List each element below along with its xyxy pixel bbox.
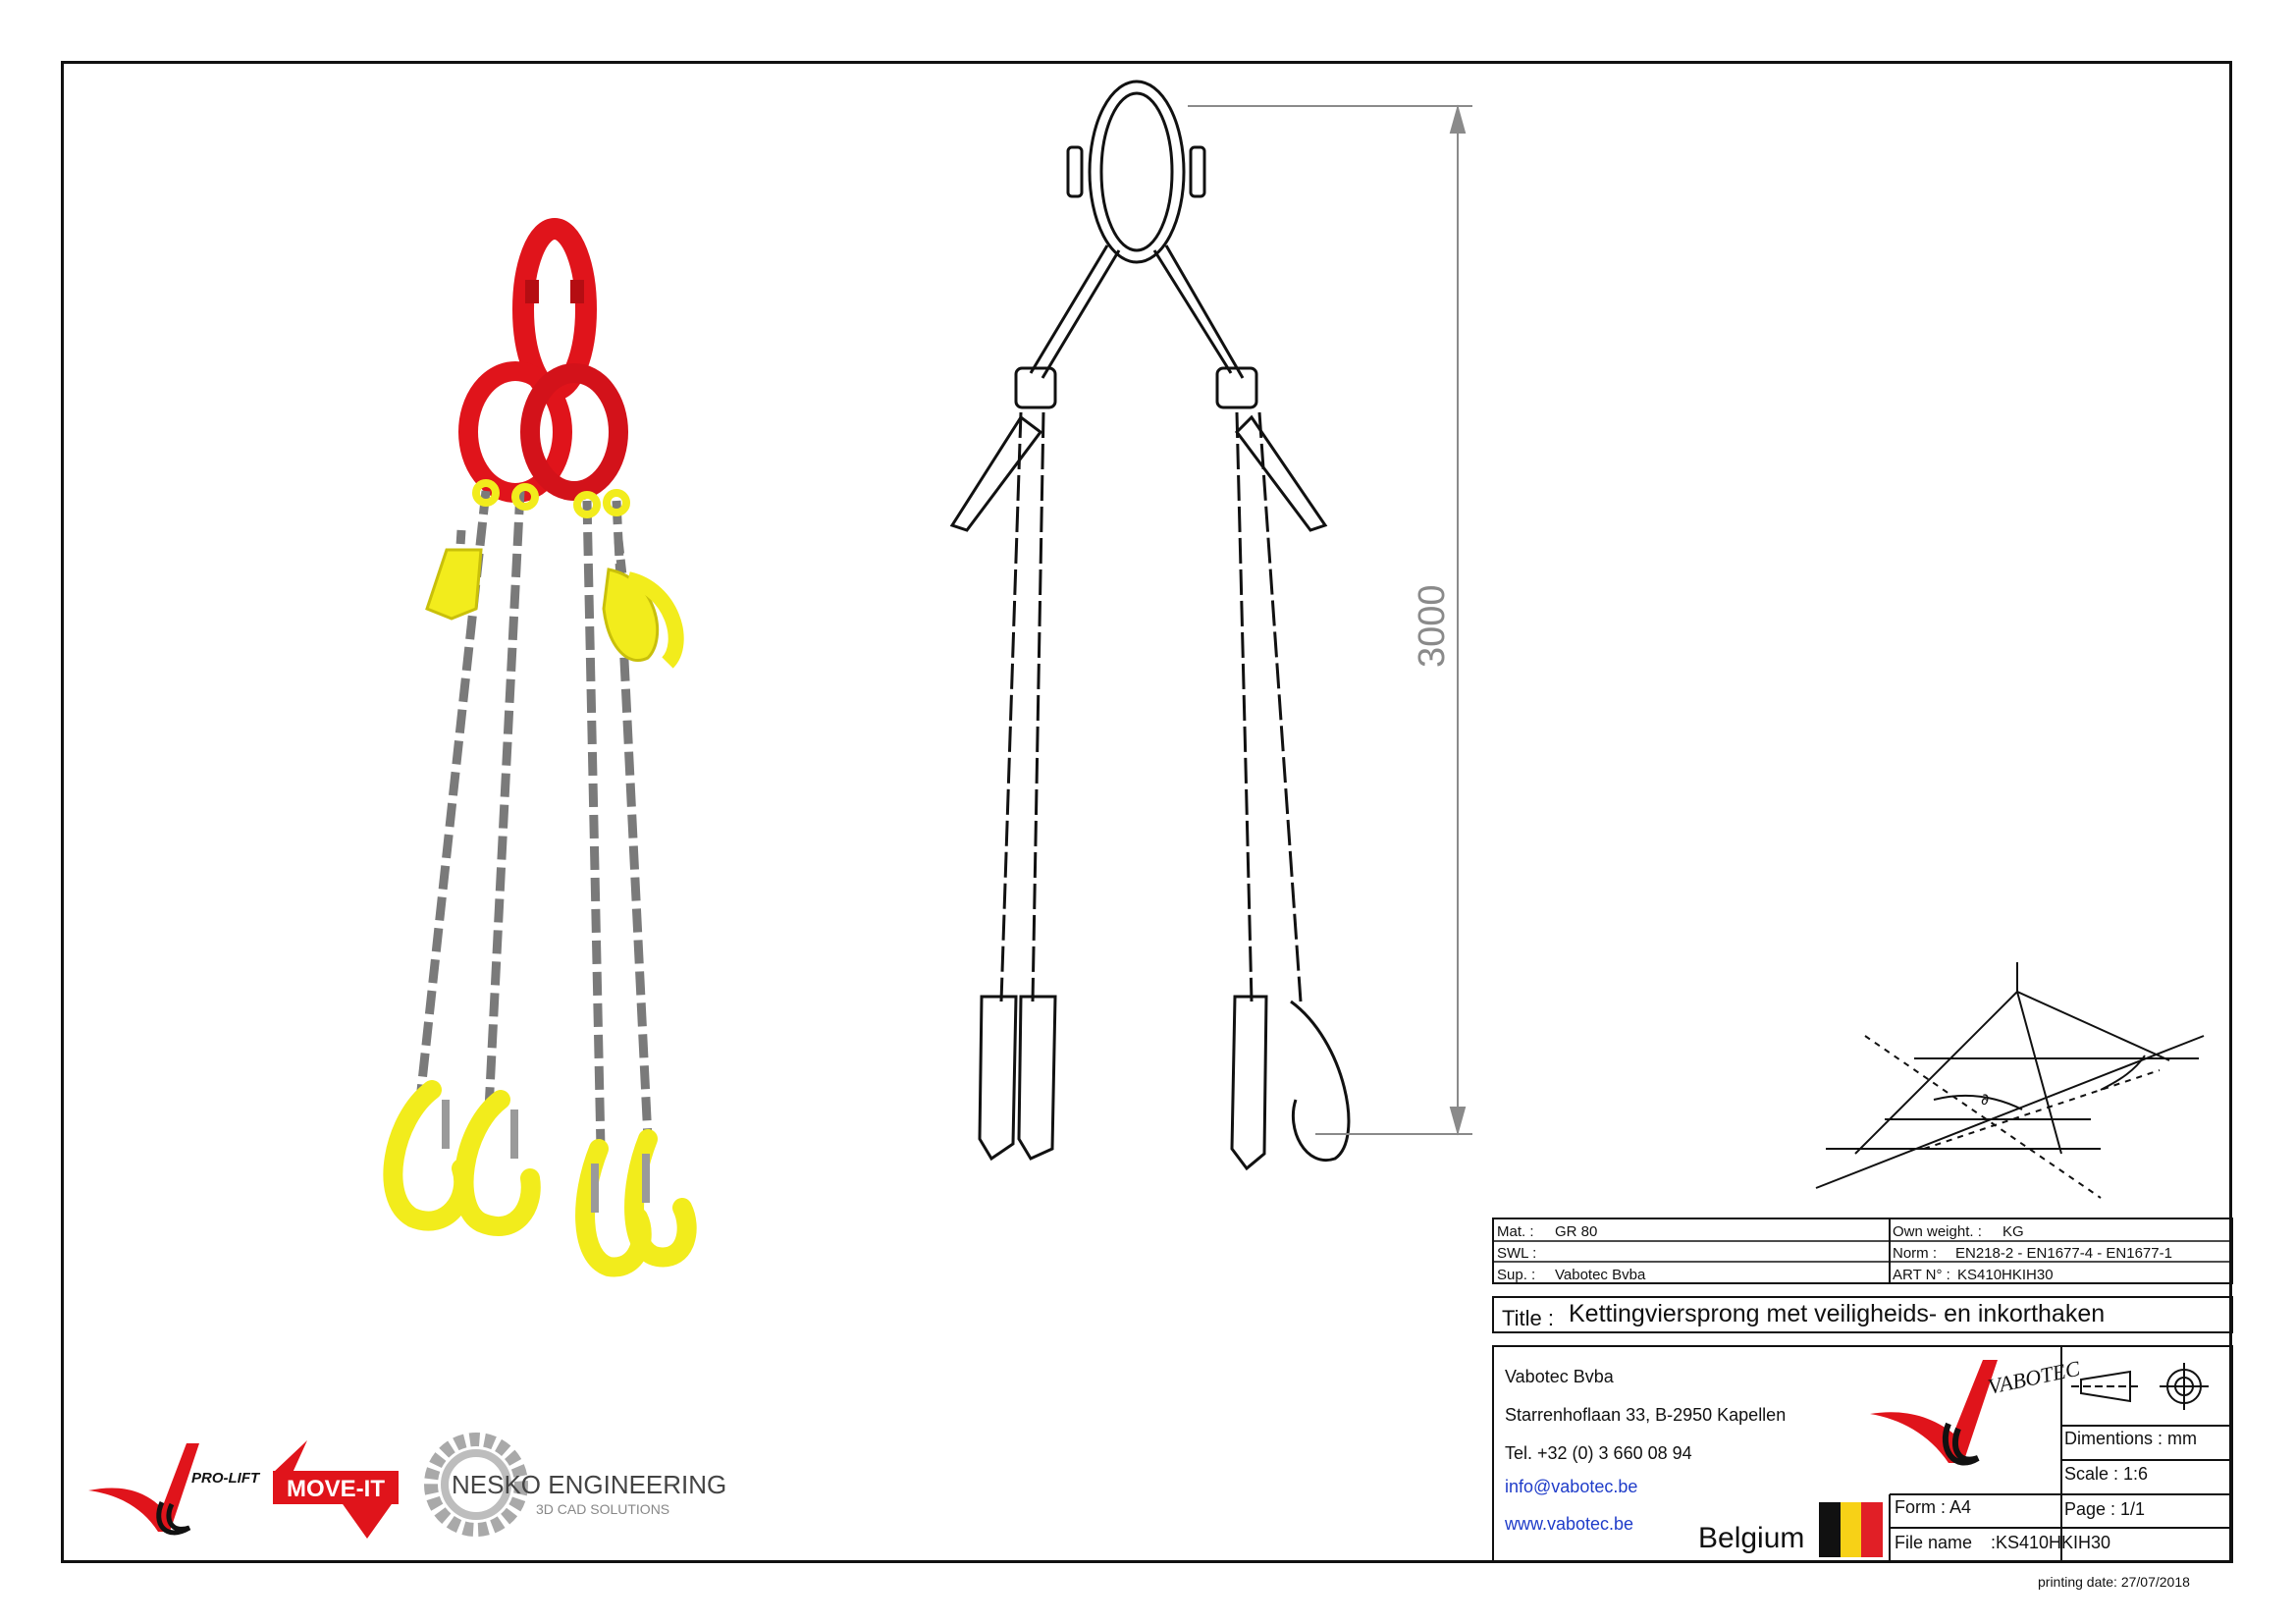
country-label: Belgium [1698,1522,1805,1554]
vabotec-logo-text: VABOTEC [1985,1355,2082,1399]
angle-symbol: ∂ [1981,1090,1990,1109]
company-tel: Tel. +32 (0) 3 660 08 94 [1505,1443,1692,1463]
company-address: Starrenhoflaan 33, B-2950 Kapellen [1505,1405,1787,1425]
form-label: Form : A4 [1895,1497,1972,1517]
company-website[interactable]: www.vabotec.be [1505,1514,1634,1534]
material-table-lines [1492,1218,2233,1284]
filename-label: File name [1895,1533,1973,1552]
own-weight-label: Own weight. : [1893,1223,1982,1240]
nesko-logo-title: NESKO ENGINEERING [452,1470,727,1499]
art-label: ART N° : [1893,1267,1950,1283]
moveit-logo [273,1435,399,1543]
sup-value: Vabotec Bvba [1555,1267,1646,1283]
dimensions-label: Dimentions : mm [2064,1429,2198,1448]
sup-label: Sup. : [1497,1267,1536,1283]
prolift-logo-text: PRO-LIFT [191,1470,260,1487]
swl-label: SWL : [1497,1245,1537,1262]
projection-symbol-diagram [1806,962,2218,1198]
nesko-logo-subtitle: 3D CAD SOLUTIONS [536,1501,670,1517]
company-email[interactable]: info@vabotec.be [1505,1477,1638,1496]
norm-value: EN218-2 - EN1677-4 - EN1677-1 [1955,1245,2172,1262]
art-value: KS410HKIH30 [1957,1267,2054,1283]
page-label: Page : 1/1 [2064,1499,2146,1519]
sling-3d-illustration [334,196,756,1316]
mat-label: Mat. : [1497,1223,1534,1240]
projection-method-icon [2066,1360,2223,1414]
shortening-hook-left [427,550,481,619]
sling-line-drawing [923,79,1492,1188]
moveit-logo-text: MOVE-IT [287,1476,385,1502]
prolift-logo [83,1434,260,1537]
own-weight-value: KG [2002,1223,2024,1240]
scale-label: Scale : 1:6 [2064,1464,2149,1484]
title-value: Kettingviersprong met veiligheids- en inkorthaken [1569,1300,2106,1327]
mat-value: GR 80 [1555,1223,1598,1240]
dimension-label: 3000 [1412,584,1453,668]
norm-label: Norm : [1893,1245,1937,1262]
filename-value: :KS410HKIH30 [1991,1533,2111,1552]
nesko-logo [422,1429,727,1542]
printing-date: printing date: 27/07/2018 [2038,1574,2190,1590]
company-name: Vabotec Bvba [1505,1367,1614,1386]
title-label: Title : [1502,1306,1554,1330]
